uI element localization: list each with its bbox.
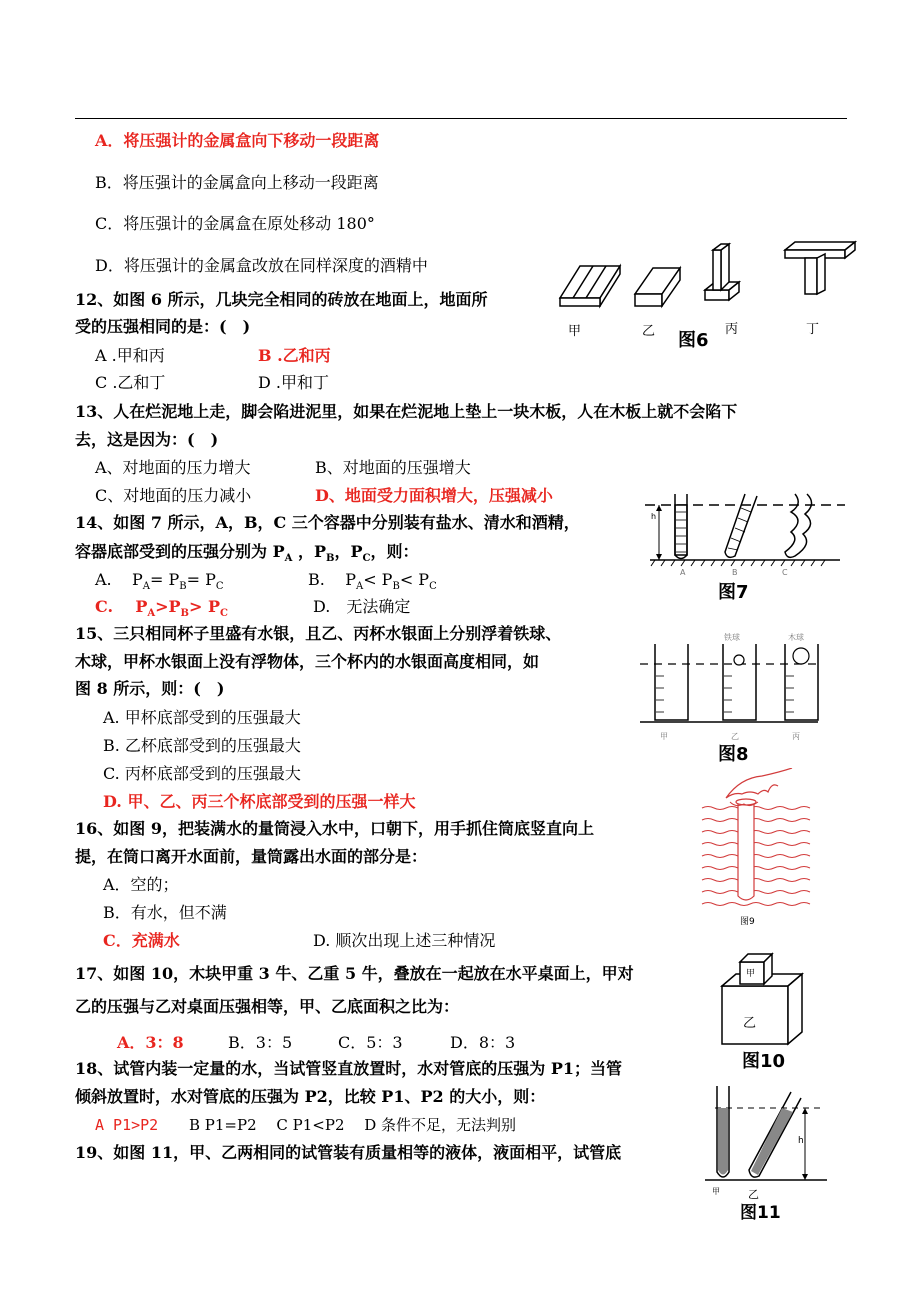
q15-line1: 15、三只相同杯子里盛有水银，且乙、丙杯水银面上分别浮着铁球、 — [75, 624, 562, 643]
fig11-title: 图11 — [740, 1203, 781, 1223]
fig7-title: 图7 — [718, 582, 749, 603]
fig11-label-yi: 乙 — [748, 1188, 759, 1201]
q16-option-a: A．空的； — [103, 875, 179, 894]
fig7-label-b: B — [732, 568, 738, 577]
q15-line2: 木球，甲杯水银面上没有浮物体，三个杯内的水银面高度相同，如 — [75, 652, 540, 671]
fig7-h-label: h — [651, 512, 657, 521]
fig6-label-bing: 丙 — [725, 322, 739, 337]
fig8-label-iron-ball: 铁球 — [724, 633, 740, 642]
fig8-label-bing: 丙 — [792, 732, 800, 741]
q14-option-a: A. $P_A= P_B= P_C$ — [95, 570, 224, 593]
figure-10-blocks — [718, 948, 808, 1046]
q12-option-b: B .乙和丙 — [258, 346, 331, 365]
q17-option-c: C．5：3 — [338, 1033, 403, 1052]
q17-line1: 17、如图 10，木块甲重 3 牛、乙重 5 牛，叠放在一起放在水平桌面上，甲对 — [75, 964, 634, 983]
fig8-label-jia: 甲 — [660, 732, 668, 741]
fig6-label-jia: 甲 — [568, 324, 582, 339]
q13-option-d: D、地面受力面积增大，压强减小 — [315, 486, 553, 505]
q18-line1: 18、试管内装一定量的水，当试管竖直放置时，水对管底的压强为 P1；当管 — [75, 1059, 623, 1078]
q13-line2: 去，这是因为：( ) — [75, 430, 219, 449]
fig8-title: 图8 — [718, 744, 749, 765]
fig6-label-yi: 乙 — [642, 324, 656, 339]
fig6-label-ding: 丁 — [806, 322, 820, 337]
q11-option-a: A．将压强计的金属盒向下移动一段距离 — [95, 131, 380, 150]
q19-line1: 19、如图 11，甲、乙两相同的试管装有质量相等的液体，液面相平，试管底 — [75, 1143, 622, 1162]
q15-option-b: B. 乙杯底部受到的压强最大 — [103, 736, 301, 755]
q12-option-d: D .甲和丁 — [258, 373, 330, 392]
fig8-label-wood-ball: 木球 — [788, 633, 804, 642]
fig8-label-yi: 乙 — [731, 732, 739, 741]
figure-11-test-tubes — [705, 1084, 830, 1188]
q11-option-c: C．将压强计的金属盒在原处移动 180° — [95, 214, 375, 233]
figure-7-containers — [645, 488, 845, 570]
q16-option-d: D. 顺次出现上述三种情况 — [313, 931, 496, 950]
fig10-label-jia: 甲 — [746, 969, 756, 979]
q16-option-c: C．充满水 — [103, 931, 180, 950]
fig7-label-a: A — [680, 568, 686, 577]
fig7-label-c: C — [782, 568, 788, 577]
q17-line2: 乙的压强与乙对桌面压强相等，甲、乙底面积之比为： — [75, 997, 460, 1016]
figure-8-cups — [640, 636, 820, 728]
fig10-title: 图10 — [742, 1051, 786, 1072]
q16-line1: 16、如图 9，把装满水的量筒浸入水中，口朝下，用手抓住筒底竖直向上 — [75, 819, 594, 838]
top-rule — [75, 118, 847, 119]
q14-option-d: D. 无法确定 — [313, 597, 411, 616]
figure-9-cylinder — [700, 768, 820, 916]
q16-line2: 提，在筒口离开水面前，量筒露出水面的部分是： — [75, 847, 428, 866]
q14-line2: 容器底部受到的压强分别为 $P_A$ ，$P_B$，$P_C$，则： — [75, 542, 419, 565]
q14-option-b: B. $P_A< P_B< P_C$ — [308, 570, 437, 593]
q12-option-a: A .甲和丙 — [95, 346, 165, 365]
q12-line1: 12、如图 6 所示，几块完全相同的砖放在地面上，地面所 — [75, 290, 488, 309]
q12-line2: 受的压强相同的是：( ) — [75, 317, 251, 336]
q13-option-c: C、对地面的压力减小 — [95, 486, 252, 505]
q15-line3: 图 8 所示，则：( ) — [75, 679, 225, 698]
fig6-title: 图6 — [678, 330, 709, 351]
q17-option-d: D．8：3 — [450, 1033, 516, 1052]
q18-line2: 倾斜放置时，水对管底的压强为 P2，比较 P1、P2 的大小，则： — [75, 1087, 546, 1106]
q11-option-b: B．将压强计的金属盒向上移动一段距离 — [95, 173, 379, 192]
q14-line1: 14、如图 7 所示，A，B，C 三个容器中分别装有盐水、清水和酒精， — [75, 513, 580, 532]
q12-option-c: C .乙和丁 — [95, 373, 166, 392]
fig11-label-jia: 甲 — [712, 1187, 720, 1196]
q17-option-a: A．3：8 — [117, 1033, 184, 1052]
q15-option-c: C. 丙杯底部受到的压强最大 — [103, 764, 301, 783]
fig11-h-label: h — [798, 1136, 804, 1146]
q15-option-a: A. 甲杯底部受到的压强最大 — [103, 708, 301, 727]
fig10-label-yi: 乙 — [743, 1016, 757, 1031]
q14-option-c: C. $P_A>P_B> P_C$ — [95, 597, 228, 620]
q15-option-d: D. 甲、乙、丙三个杯底部受到的压强一样大 — [103, 792, 416, 811]
figure-6-bricks — [555, 238, 865, 318]
q11-option-d: D．将压强计的金属盒改放在同样深度的酒精中 — [95, 256, 428, 275]
q13-line1: 13、人在烂泥地上走，脚会陷进泥里，如果在烂泥地上垫上一块木板，人在木板上就不会陷下 — [75, 402, 738, 421]
q13-option-a: A、对地面的压力增大 — [95, 458, 251, 477]
q13-option-b: B、对地面的压强增大 — [315, 458, 471, 477]
fig9-title: 图9 — [740, 917, 755, 927]
q17-option-b: B．3：5 — [228, 1033, 293, 1052]
q18-option-a: A P1>P2 — [95, 1116, 159, 1134]
q16-option-b: B．有水，但不满 — [103, 903, 227, 922]
q18-options-rest: B P1=P2 C P1<P2 D 条件不足，无法判别 — [189, 1116, 517, 1134]
